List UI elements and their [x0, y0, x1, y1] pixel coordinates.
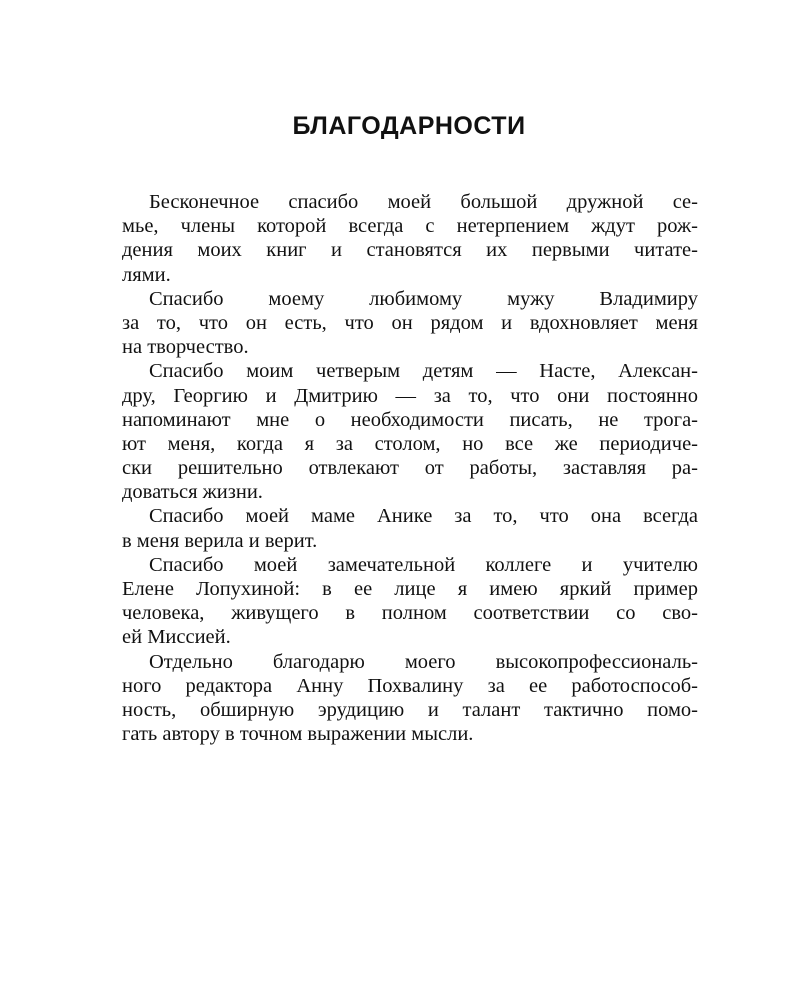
text-line: ют меня, когда я за столом, но все же периодиче-	[122, 432, 698, 455]
text-line: ность, обширную эрудицию и талант тактично помо-	[122, 698, 698, 721]
text-line: доваться жизни.	[122, 481, 263, 504]
text-line: Спасибо моим четверым детям — Насте, Алексан-	[149, 360, 698, 383]
text-line: Спасибо моей маме Анике за то, что она всегда	[149, 505, 698, 528]
text-line: ного редактора Анну Похвалину за ее работоспособ-	[122, 674, 698, 697]
text-line: мье, члены которой всегда с нетерпением ждут рож-	[122, 215, 698, 238]
paragraph	[122, 287, 698, 360]
text-line: напоминают мне о необходимости писать, не трога-	[122, 408, 698, 431]
text-line: Бесконечное спасибо моей большой дружной се-	[149, 191, 698, 213]
text-line: за то, что он есть, что он рядом и вдохновляет меня	[122, 311, 698, 334]
paragraph	[122, 504, 698, 552]
text-line: лями.	[122, 263, 171, 286]
text-line: Спасибо моей замечательной коллеге и учителю	[149, 553, 698, 576]
text-line: Спасибо моему любимому мужу Владимиру	[149, 287, 698, 310]
text-line: человека, живущего в полном соответствии со сво-	[122, 602, 698, 625]
page-title: БЛАГОДАРНОСТИ	[292, 112, 526, 140]
text-line: в меня верила и верит.	[122, 529, 318, 552]
text-line: на творчество.	[122, 336, 249, 359]
text-line: дения моих книг и становятся их первыми читате-	[122, 239, 698, 262]
text-line: дру, Георгию и Дмитрию — за то, что они постоянно	[122, 384, 698, 407]
text-line: гать автору в точном выражении мысли.	[122, 723, 474, 746]
paragraph	[122, 650, 698, 747]
paragraph	[122, 359, 698, 504]
text-line: ей Миссией.	[122, 626, 231, 649]
paragraph	[122, 553, 698, 650]
text-line: Отдельно благодарю моего высокопрофессиональ-	[149, 650, 698, 673]
acknowledgements-text	[122, 190, 698, 746]
paragraph	[122, 190, 698, 287]
text-line: ски решительно отвлекают от работы, заставляя ра-	[122, 457, 698, 480]
text-line: Елене Лопухиной: в ее лице я имею яркий пример	[122, 578, 698, 600]
